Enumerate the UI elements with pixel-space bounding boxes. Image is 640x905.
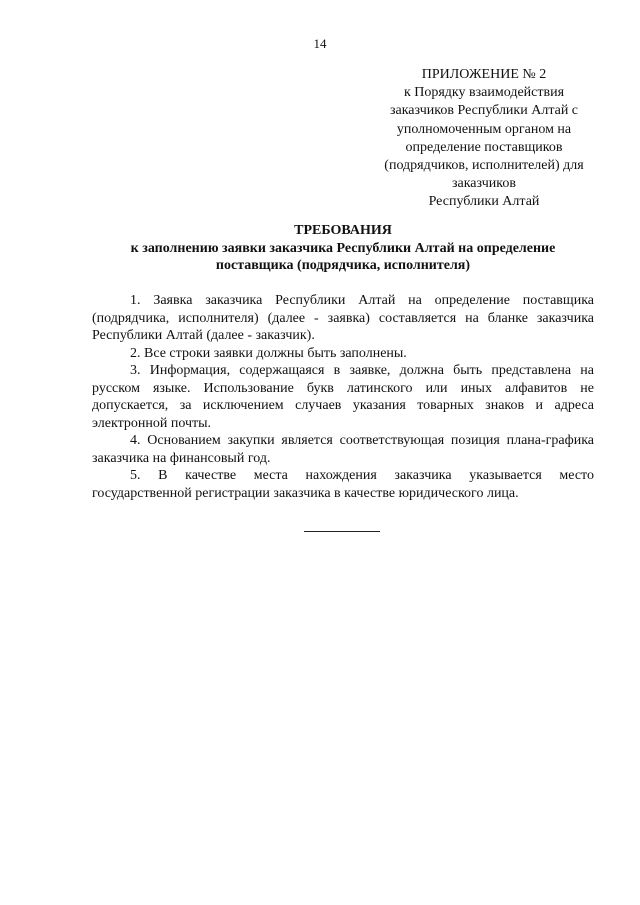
appendix-line: заказчиков: [451, 176, 517, 192]
appendix-line: определение поставщиков: [405, 139, 563, 155]
appendix-line: к Порядку взаимодействия: [403, 85, 565, 101]
appendix-line: заказчиков Республики Алтай с: [389, 103, 579, 119]
paragraph-5: 5. В качестве места нахождения заказчика указывается место государственной регистрации заказчика в качестве юридического лица.: [92, 468, 594, 501]
paragraph-2: 2. Все строки заявки должны быть заполнены.: [130, 345, 407, 361]
appendix-line: (подрядчиков, исполнителей) для: [384, 158, 584, 174]
document-title: [92, 222, 594, 275]
title-heading: ТРЕБОВАНИЯ: [294, 223, 392, 238]
appendix-line: ПРИЛОЖЕНИЕ № 2: [421, 67, 547, 82]
appendix-line: уполномоченным органом на: [396, 121, 572, 137]
appendix-header: [375, 66, 593, 212]
appendix-line: Республики Алтай: [428, 194, 540, 210]
end-separator-line: [304, 531, 380, 532]
page-number: 14: [313, 36, 327, 51]
document-body: [92, 292, 594, 502]
paragraph-3: 3. Информация, содержащаяся в заявке, должна быть представлена на русском языке. Использование букв латинского или иных алфавитов не допускается, за исключением случаев указания товарных знаков и адреса электронной почты.: [92, 363, 594, 431]
paragraph-4: 4. Основанием закупки является соответствующая позиция плана-графика заказчика на финансовый год.: [92, 433, 594, 466]
title-subtitle-line: поставщика (подрядчика, исполнителя): [215, 258, 471, 273]
paragraph-1: 1. Заявка заказчика Республики Алтай на определение поставщика (подрядчика, исполнителя) (далее - заявка) составляется на бланке заказчика Республики Алтай (далее - заказчик).: [92, 293, 594, 343]
title-subtitle-line: к заполнению заявки заказчика Республики Алтай на определение: [130, 240, 556, 256]
